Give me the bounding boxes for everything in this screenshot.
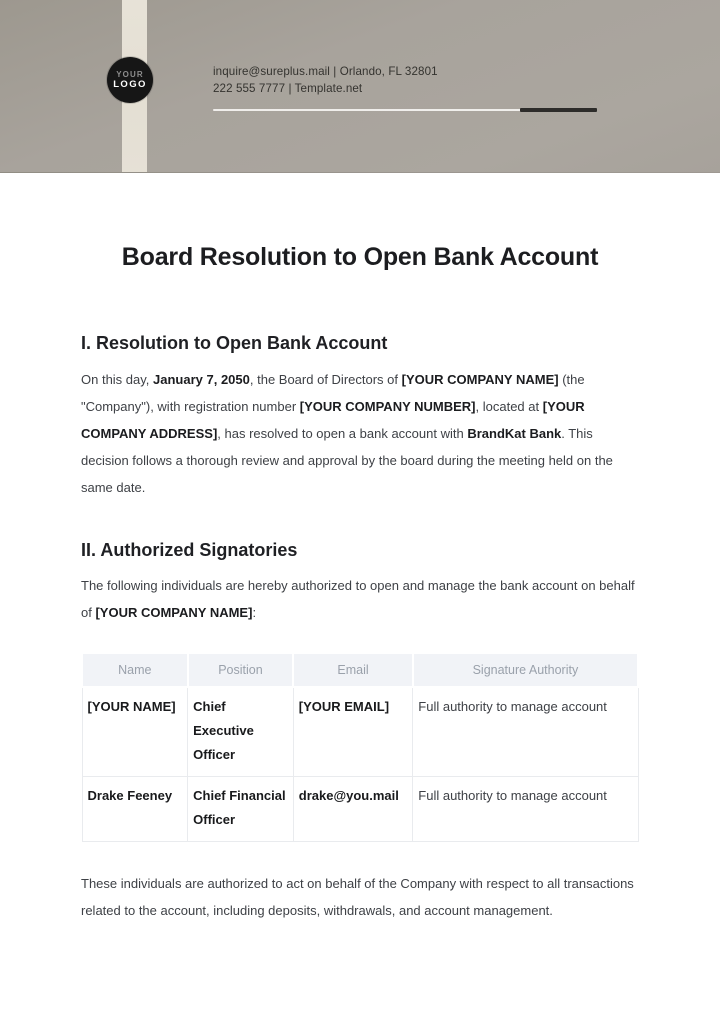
date-placeholder: January 7, 2050 [153, 372, 250, 387]
section-2-heading: II. Authorized Signatories [81, 540, 298, 560]
text-segment: , has resolved to open a bank account with [217, 426, 468, 441]
column-header-name: Name [82, 653, 188, 687]
company-address-placeholder: [YOUR COMPANY ADDRESS] [81, 399, 585, 441]
resolution-paragraph [81, 366, 639, 501]
letterhead-divider-accent [520, 108, 597, 112]
text-segment: The following individuals are hereby authorized to open and manage the bank account on behalf of [81, 578, 635, 620]
letterhead-divider-line [213, 109, 597, 111]
section-1-heading: I. Resolution to Open Bank Account [81, 333, 388, 353]
table-header-row [82, 653, 638, 687]
signatory-position: Chief Executive Officer [188, 687, 294, 777]
signatory-position: Chief Financial Officer [188, 777, 294, 842]
bank-name: BrandKat Bank [467, 426, 562, 441]
table-row [82, 777, 638, 842]
company-logo [107, 57, 153, 103]
column-header-signature-authority: Signature Authority [413, 653, 638, 687]
text-segment: (the "Company"), with registration number [81, 372, 585, 414]
contact-info [213, 63, 438, 97]
company-number-placeholder: [YOUR COMPANY NUMBER] [299, 399, 476, 414]
text-segment: . This decision follows a thorough review and approval by the board during the meeting held on the same date. [81, 426, 613, 495]
signatories-table [81, 652, 639, 842]
signatory-authority: Full authority to manage account [413, 687, 638, 777]
table-row [82, 687, 638, 777]
contact-line-phone-website: 222 555 7777 | Template.net [213, 82, 363, 95]
document-content [0, 243, 720, 924]
signatory-email: [YOUR EMAIL] [293, 687, 413, 777]
document-title: Board Resolution to Open Bank Account [121, 243, 599, 271]
contact-line-email-address: inquire@sureplus.mail | Orlando, FL 32801 [213, 65, 438, 78]
signatory-authority: Full authority to manage account [413, 777, 638, 842]
signatory-name: [YOUR NAME] [82, 687, 188, 777]
text-segment: , located at [475, 399, 543, 414]
logo-text-logo: LOGO [113, 79, 147, 90]
column-header-email: Email [293, 653, 413, 687]
signatories-intro-paragraph [81, 572, 639, 626]
text-segment: : [252, 605, 257, 620]
signatory-name: Drake Feeney [82, 777, 188, 842]
letterhead [0, 0, 720, 173]
column-header-position: Position [188, 653, 294, 687]
text-segment: On this day, [81, 372, 154, 387]
company-name-placeholder: [YOUR COMPANY NAME] [401, 372, 559, 387]
company-name-placeholder: [YOUR COMPANY NAME] [95, 605, 253, 620]
signatory-email: drake@you.mail [293, 777, 413, 842]
text-segment: , the Board of Directors of [249, 372, 402, 387]
logo-text-your: YOUR [116, 70, 144, 79]
authorization-closing-paragraph: These individuals are authorized to act on behalf of the Company with respect to all transactions related to the account, including deposits, withdrawals, and account management. [81, 876, 634, 918]
